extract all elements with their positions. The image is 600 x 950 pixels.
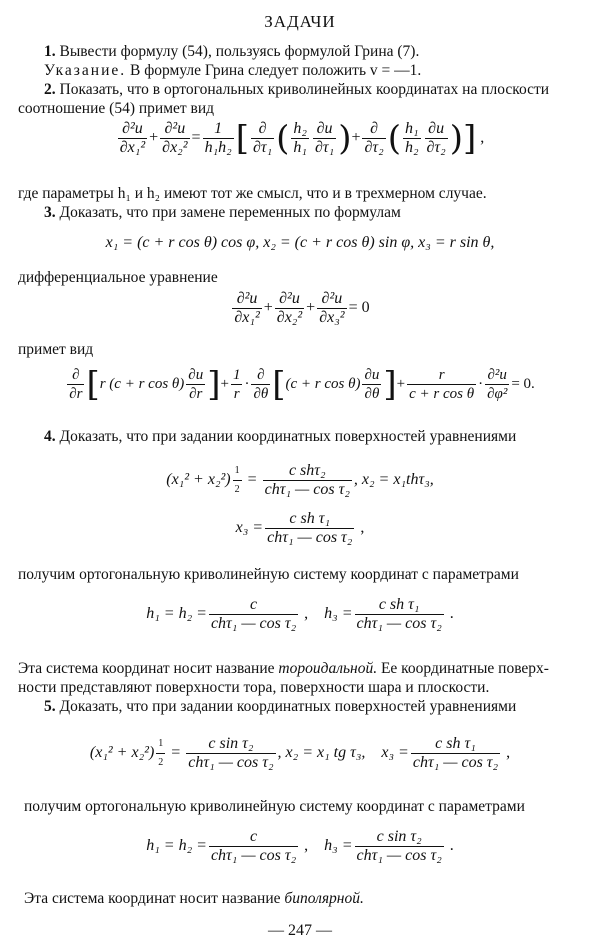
problem-5: [44, 697, 600, 716]
fraction: $\frac{\text{h₁}}{\text{h₂}}$: [404, 120, 419, 156]
problem-number: 1.: [44, 43, 56, 60]
fraction: $\frac{1}{r}$: [232, 367, 241, 402]
fraction: $\frac{c}{\text{chτ₁ — cos τ₂}}$: [210, 596, 297, 632]
fraction: $\frac{\text{c sh τ₁}}{\text{chτ₁ — cos τ₂}}$: [356, 596, 442, 632]
problem-number: 2.: [44, 81, 56, 98]
exponent: $\frac{1}{2}$: [156, 735, 165, 772]
problem-number: 3.: [44, 204, 56, 221]
fraction: $\frac{\text{∂²u}}{\text{∂x₁²}}$: [234, 290, 260, 326]
equation-laplace-3d: $\frac{\text{∂²u}}{\text{∂x₁²}}$ + $\frac{\text{∂²u}}{\text{∂x₂²}}$ + $\frac{\text{∂²u}}{\text{∂x₃²}}$ = 0: [234, 290, 370, 326]
equation-toroidal-surfaces-1: (x₁² + x₂²) $\frac{1}{2}$ = $\frac{\text{c shτ₂}}{\text{chτ₁ — cos τ₂}}$ , x₂ = x₁thτ₃,: [166, 462, 434, 498]
problem-text: Доказать, что при задании координатных поверхностей уравнениями: [59, 698, 517, 715]
fraction: $\frac{\text{h₂}}{\text{h₁}}$: [293, 120, 307, 156]
problem-1: [44, 42, 600, 61]
equation-toroidal-substitution: x₁ = (c + r cos θ) cos φ, x₂ = (c + r cos θ) sin φ, x₃ = r sin θ,: [105, 234, 495, 251]
problem-5-conclusion: Эта система координат носит название биполярной.: [24, 890, 364, 907]
fraction: $\frac{\partial}{\partial r}$: [69, 367, 83, 402]
fraction: $\frac{\partial u}{\partial r}$: [188, 367, 204, 402]
exponent: $\frac{1}{2}$: [233, 462, 242, 499]
equation-toroidal-surfaces-2: x₃ = $\frac{\text{c sh τ₁}}{\text{chτ₁ — cos τ₂}}$ ,: [235, 510, 365, 546]
problem-number: 4.: [44, 428, 56, 445]
page-title: ЗАДАЧИ: [264, 12, 336, 31]
fraction: $\frac{\text{∂²u}}{\text{∂x₂²}}$: [162, 120, 188, 156]
equation-bipolar-surfaces: (x₁² + x₂²) $\frac{1}{2}$ = $\frac{\text{c sin τ₂}}{\text{chτ₁ — cos τ₂}}$ , x₂ = x₁ tg τ₃, x₃ = $\frac{\text{c sh τ₁}}{\text{chτ₁ — cos τ₂}}$ ,: [89, 735, 511, 771]
fraction: $\frac{\text{c shτ₂}}{\text{chτ₁ — cos τ₂}}$: [264, 462, 350, 498]
problem-1-hint: [44, 61, 600, 80]
problem-text: Доказать, что при замене переменных по формулам: [59, 204, 401, 221]
hint-text: В формуле Грина следует положить v = —1.: [130, 62, 422, 79]
fraction: $\frac{r}{\text{c + r cos θ}}$: [409, 367, 475, 402]
fraction: $\frac{\partial u}{\partial\theta}$: [364, 367, 380, 402]
fraction: $\frac{\partial u}{\text{∂τ₂}}$: [426, 120, 446, 156]
problem-2-note: где параметры h₁ и h₂ имеют тот же смысл, что и в трехмерном случае.: [18, 185, 487, 202]
fraction: $\frac{\text{c sh τ₁}}{\text{chτ₁ — cos τ₂}}$: [267, 510, 353, 546]
equation-toroidal-params: h₁ = h₂ = $\frac{c}{\text{chτ₁ — cos τ₂}}$ , h₃ = $\frac{\text{c sh τ₁}}{\text{chτ₁ — cos τ₂}}$ .: [146, 596, 454, 632]
problem-4-conclusion-2: ности представляют поверхности тора, поверхности шара и плоскости.: [18, 679, 490, 696]
fraction: $\frac{1}{\text{h₁h₂}}$: [204, 120, 232, 156]
problem-number: 5.: [44, 698, 56, 715]
fraction: $\frac{\partial}{\text{∂τ₁}}$: [252, 120, 273, 156]
fraction: $\frac{\text{c sh τ₁}}{\text{chτ₁ — cos τ₂}}$: [412, 735, 499, 771]
fraction: $\frac{\text{∂²u}}{\text{∂φ²}}$: [487, 367, 508, 402]
equation-laplace-toroidal: $\frac{\partial}{\partial r}$ [r (c + r cos θ) $\frac{\partial u}{\partial r}$ ]+ $\frac{1}{r}$ · $\frac{\partial}{\partial\theta}$ [(c + r cos θ) $\frac{\partial u}{\partial\theta}$ ]+ $\frac{r}{\text{c + r cos θ}}$ · $\frac{\text{∂²u}}{\text{∂φ²}}$ = 0.: [69, 364, 535, 405]
problem-text: Доказать, что при задании координатных поверхностей уравнениями: [59, 428, 517, 445]
hint-label: Указание.: [44, 62, 127, 79]
page-number: — 247 —: [268, 922, 332, 939]
problem-4-text: получим ортогональную криволинейную систему координат с параметрами: [18, 566, 519, 583]
fraction: $\frac{c}{\text{chτ₁ — cos τ₂}}$: [210, 828, 297, 864]
fraction: $\frac{\partial}{\text{∂τ₂}}$: [364, 120, 384, 156]
fraction: $\frac{\text{c sin τ₂}}{\text{chτ₁ — cos τ₂}}$: [356, 828, 442, 864]
problem-text: Показать, что в ортогональных криволинейных координатах на плоскости: [59, 81, 550, 98]
problem-4: [44, 427, 600, 446]
equation-bipolar-params: h₁ = h₂ = $\frac{c}{\text{chτ₁ — cos τ₂}}$ , h₃ = $\frac{\text{c sin τ₂}}{\text{chτ₁ — cos τ₂}}$ .: [146, 828, 454, 864]
problem-5-text: получим ортогональную криволинейную систему координат с параметрами: [24, 798, 525, 815]
equation-laplace-curvilinear: $\frac{\text{∂²u}}{\text{∂x₁²}}$ + $\frac{\text{∂²u}}{\text{∂x₂²}}$ = $\frac{1}{\text{h₁h₂}}$ [ $\frac{\partial}{\text{∂τ₁}}$ ( $\frac{\text{h₂}}{\text{h₁}}$ $\frac{\partial u}{\text{∂τ₁}}$ )+ $\frac{\partial}{\text{∂τ₂}}$ ( $\frac{\text{h₁}}{\text{h₂}}$ $\frac{\partial u}{\text{∂τ₂}}$ )] ,: [119, 118, 485, 159]
fraction: $\frac{\text{∂²u}}{\text{∂x₃²}}$: [319, 290, 345, 326]
fraction: $\frac{\text{∂²u}}{\text{∂x₂²}}$: [276, 290, 303, 326]
problem-4-conclusion: Эта система координат носит название тороидальной. Ее координатные поверх-: [18, 660, 549, 677]
problem-3-text: дифференциальное уравнение: [18, 269, 218, 286]
problem-3-text-2: примет вид: [18, 341, 94, 358]
fraction: $\frac{\text{∂²u}}{\text{∂x₁²}}$: [119, 120, 146, 156]
problem-text: Вывести формулу (54), пользуясь формулой Грина (7).: [59, 43, 420, 60]
problem-2: [44, 80, 600, 99]
fraction: $\frac{\partial}{\partial\theta}$: [253, 367, 269, 402]
problem-3: [44, 203, 600, 222]
fraction: $\frac{\text{c sin τ₂}}{\text{chτ₁ — cos τ₂}}$: [188, 735, 274, 771]
fraction: $\frac{\partial u}{\text{∂τ₁}}$: [314, 120, 335, 156]
problem-2-continuation: соотношение (54) примет вид: [18, 100, 215, 117]
